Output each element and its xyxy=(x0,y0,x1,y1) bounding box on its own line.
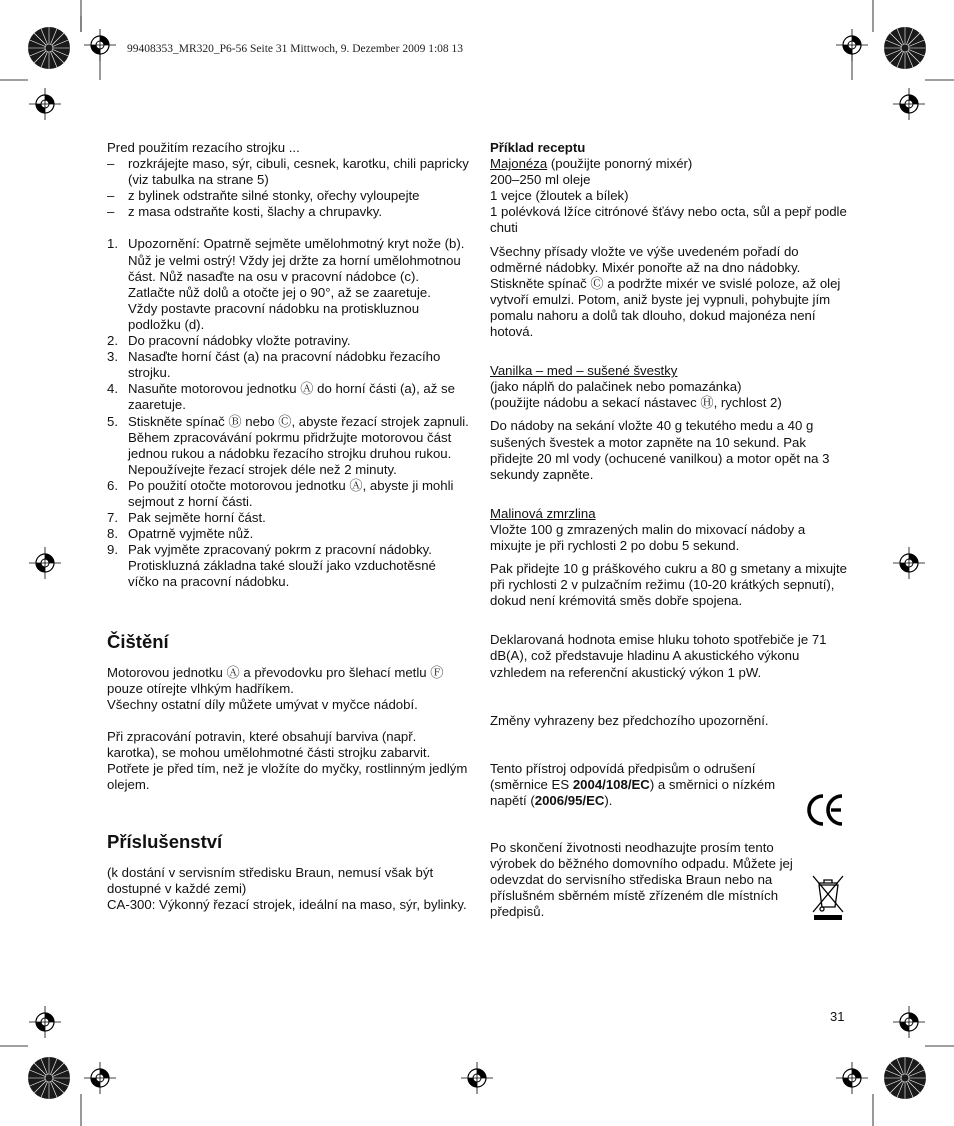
step-item: 5. Stiskněte spínač Ⓑ nebo Ⓒ, abyste řezací strojek zapnuli. Během zpracovávání pokrmu přidržujte motorovou část jednou rukou a nádobku řezacího strojku druhou rukou. Nepoužívejte řezací strojek déle než 2 minuty. xyxy=(107,413,469,477)
registration-mark-icon xyxy=(893,88,925,120)
registration-mark-icon xyxy=(461,1062,493,1094)
cleaning-text: Při zpracování potravin, které obsahují barviva (např. karotka), se mohou umělohmotné části strojku zabarvit. Potřete je před tím, než je vložíte do myčky, rostlinným jedlým olejem. xyxy=(107,728,468,793)
intro-text: Pred použitím rezacího strojku ... xyxy=(107,140,300,155)
registration-mark-icon xyxy=(836,29,868,61)
registration-mark-icon xyxy=(84,1062,116,1094)
ingredient-line: 1 polévková lžíce citrónové šťávy nebo octa, sůl a pepř podle chuti xyxy=(490,204,847,236)
registration-mark-icon xyxy=(836,1062,868,1094)
registration-mark-icon xyxy=(893,1006,925,1038)
ingredient-line: (jako náplň do palačinek nebo pomazánka) xyxy=(490,379,742,395)
prep-item: – z masa odstraňte kosti, šlachy a chrupavky. xyxy=(107,204,383,220)
cleaning-text: Motorovou jednotku Ⓐ a převodovku pro šlehací metlu Ⓕ pouze otírejte vlhkým hadříkem. xyxy=(107,664,444,696)
ingredient-line: 1 vejce (žloutek a bílek) xyxy=(490,188,629,204)
ingredient-line: (použijte nádobu a sekací nástavec Ⓗ, rychlost 2) xyxy=(490,395,782,411)
step-item: 9. Pak vyjměte zpracovaný pokrm z pracovní nádobky. Protiskluzná základna také slouží jako vzduchotěsné víčko na pracovní nádobku. xyxy=(107,542,436,590)
recipe-name: Majonéza (použijte ponorný mixér) xyxy=(490,156,693,172)
sunburst-target-icon xyxy=(884,1057,926,1099)
cleaning-text: Všechny ostatní díly můžete umývat v myčce nádobí. xyxy=(107,696,418,712)
recipe-instructions: Všechny přísady vložte ve výše uvedeném pořadí do odměrné nádobky. Mixér ponořte až na dno nádobky. Stiskněte spínač Ⓒ a podržte mixér ve svislé poloze, až olej vytvoří emulzi. Potom, aniž byste jej vypnuli, pohybujte jím pomalu nahoru a dolů tak dlouho, dokud majonéza není hotová. xyxy=(490,243,841,340)
sunburst-target-icon xyxy=(28,1057,70,1099)
registration-mark-icon xyxy=(29,547,61,579)
recipe-name: Vanilka – med – sušené švestky xyxy=(490,363,678,379)
noise-declaration: Deklarovaná hodnota emise hluku tohoto spotřebiče je 71 dB(A), což představuje hladinu A akustického výkonu vzhledem na referenční akustický výkon 1 pW. xyxy=(490,632,827,680)
prep-item: – rozkrájejte maso, sýr, cibuli, cesnek, karotku, chili papricky (viz tabulka na strane 5) xyxy=(107,156,469,188)
print-header: 99408353_MR320_P6-56 Seite 31 Mittwoch, 9. Dezember 2009 1:08 13 xyxy=(127,43,464,55)
ce-mark-icon xyxy=(806,790,846,830)
recipe-instructions: Pak přidejte 10 g práškového cukru a 80 g smetany a mixujte při rychlosti 2 v pulzačním režimu (10-20 krátkých sepnutí), dokud není krémovitá směs dobře spojena. xyxy=(490,561,847,609)
page-number: 31 xyxy=(830,1009,845,1024)
recipe-instructions: Vložte 100 g zmrazených malin do mixovací nádoby a mixujte je při rychlosti 2 po dobu 5 sekund. xyxy=(490,521,806,553)
step-item: 2. Do pracovní nádobky vložte potraviny. xyxy=(107,333,351,349)
prep-item: – z bylinek odstraňte silné stonky, ořechy vyloupejte xyxy=(107,188,420,204)
step-item: 6. Po použití otočte motorovou jednotku Ⓐ, abyste ji mohli sejmout z horní části. xyxy=(107,477,454,509)
registration-mark-icon xyxy=(893,547,925,579)
cleaning-heading: Čištění xyxy=(107,630,169,652)
sunburst-target-icon xyxy=(28,27,70,69)
recipe-heading: Příklad receptu xyxy=(490,140,586,155)
step-item: 8. Opatrně vyjměte nůž. xyxy=(107,526,254,542)
step-item: 4. Nasuňte motorovou jednotku Ⓐ do horní části (a), až se zaaretuje. xyxy=(107,381,455,413)
registration-mark-icon xyxy=(29,1006,61,1038)
disposal-notice: Po skončení životnosti neodhazujte prosím tento výrobek do běžného domovního odpadu. Můžete jej odevzdat do servisního střediska Braun nebo na příslušném sběrném místě zřízeném dle místních předpisů. xyxy=(490,840,793,920)
crossed-bin-icon xyxy=(810,872,846,922)
recipe-instructions: Do nádoby na sekání vložte 40 g tekutého medu a 40 g sušených švestek a motor zapněte na 10 sekund. Pak přidejte 20 ml vody (ochucené vanilkou) a motor opět na 3 sekundy zapněte. xyxy=(490,418,830,482)
left-column xyxy=(107,140,469,913)
ce-statement: Tento přístroj odpovídá předpisům o odrušení (směrnice ES 2004/108/EC) a směrnici o nízkém napětí (2006/95/EC). xyxy=(490,760,776,808)
sunburst-target-icon xyxy=(884,27,926,69)
step-item: 3. Nasaďte horní část (a) na pracovní nádobku řezacího strojku. xyxy=(107,349,441,381)
accessories-text: (k dostání v servisním středisku Braun, nemusí však být dostupné v každé zemi) xyxy=(107,865,434,897)
step-item: 7. Pak sejměte horní část. xyxy=(107,510,266,526)
step-item: 1. Upozornění: Opatrně sejměte umělohmotný kryt nože (b). Nůž je velmi ostrý! Vždy jej držte za horní umělohmotnou část. Nůž nasaďte na osu v pracovní nádobce (c). Zatlačte nůž dolů a otočte jej o 90°, až se zaaretuje. Vždy postavte pracovní nádobku na protiskluznou podložku (d). xyxy=(107,236,465,332)
accessories-heading: Příslušenství xyxy=(107,831,223,853)
registration-mark-icon xyxy=(84,29,116,61)
accessories-text: CA-300: Výkonný řezací strojek, ideální na maso, sýr, bylinky. xyxy=(107,897,467,913)
ingredient-line: 200–250 ml oleje xyxy=(490,172,591,188)
recipe-name: Malinová zmrzlina xyxy=(490,505,596,521)
right-column xyxy=(490,140,850,920)
changes-notice: Změny vyhrazeny bez předchozího upozornění. xyxy=(490,712,769,728)
registration-mark-icon xyxy=(29,88,61,120)
